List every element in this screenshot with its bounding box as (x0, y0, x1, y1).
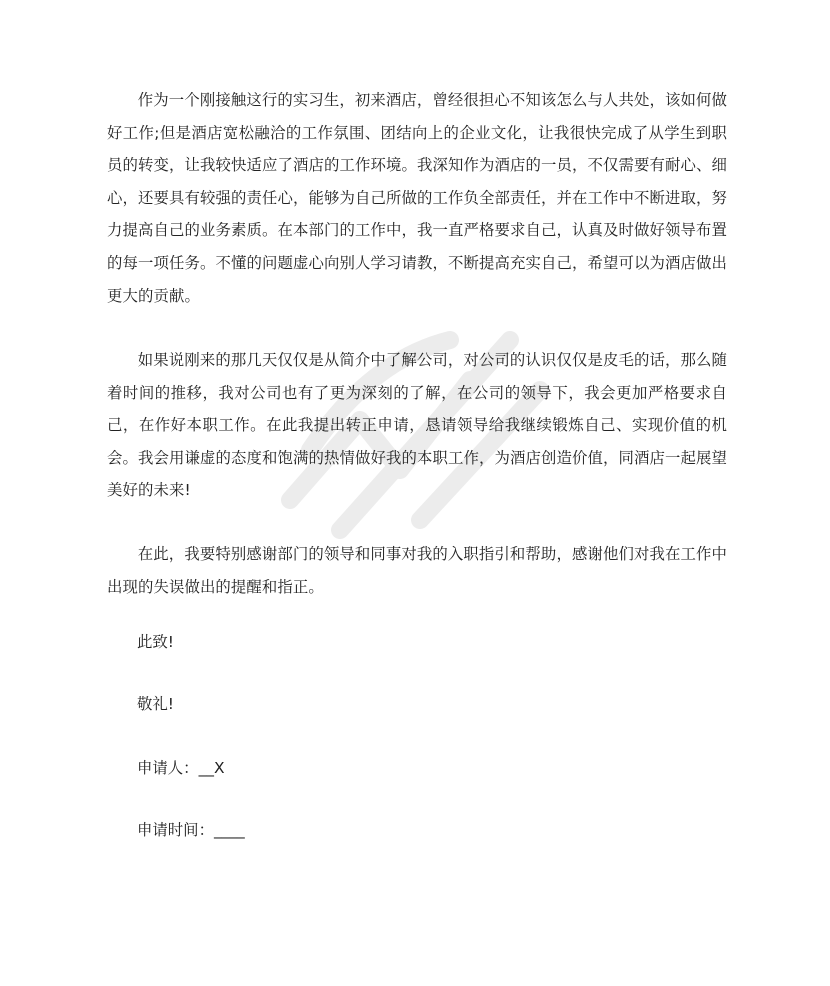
closing-regards: 敬礼! (137, 695, 174, 713)
body-paragraph-1: 作为一个刚接触这行的实习生，初来酒店，曾经很担心不知该怎么与人共处，该如何做好工作;但是酒店宽松融洽的工作氛围、团结向上的企业文化，让我很快完成了从学生到职员的转变，让我较快适应了酒店的工作环境。我深知作为酒店的一员，不仅需要有耐心、细心，还要具有较强的责任心，能够为自己所做的工作负全部责任，并在工作中不断进取，努力提高自己的业务素质。在本部门的工作中，我一直严格要求自己，认真及时做好领导布置的每一项任务。不懂的问题虚心向别人学习请教，不断提高充实自己，希望可以为酒店做出更大的贡献。 (107, 91, 727, 305)
applicant-line (137, 756, 225, 780)
date-line (137, 818, 245, 842)
applicant-value: __X (198, 759, 225, 777)
body-paragraph-2: 如果说刚来的那几天仅仅是从简介中了解公司，对公司的认识仅仅是皮毛的话，那么随着时间的推移，我对公司也有了更为深刻的了解，在公司的领导下，我会更加严格要求自己，在作好本职工作。在此我提出转正申请，恳请领导给我继续锻炼自己、实现价值的机会。我会用谦虚的态度和饱满的热情做好我的本职工作，为酒店创造价值，同酒店一起展望美好的未来! (107, 351, 727, 500)
body-paragraph-3: 在此，我要特别感谢部门的领导和同事对我的入职指引和帮助，感谢他们对我在工作中出现的失误做出的提醒和指正。 (107, 545, 727, 596)
date-label: 申请时间： (137, 821, 214, 839)
closing-salutation: 此致! (137, 633, 174, 651)
applicant-label: 申请人： (137, 759, 199, 777)
date-value: ____ (213, 821, 245, 839)
